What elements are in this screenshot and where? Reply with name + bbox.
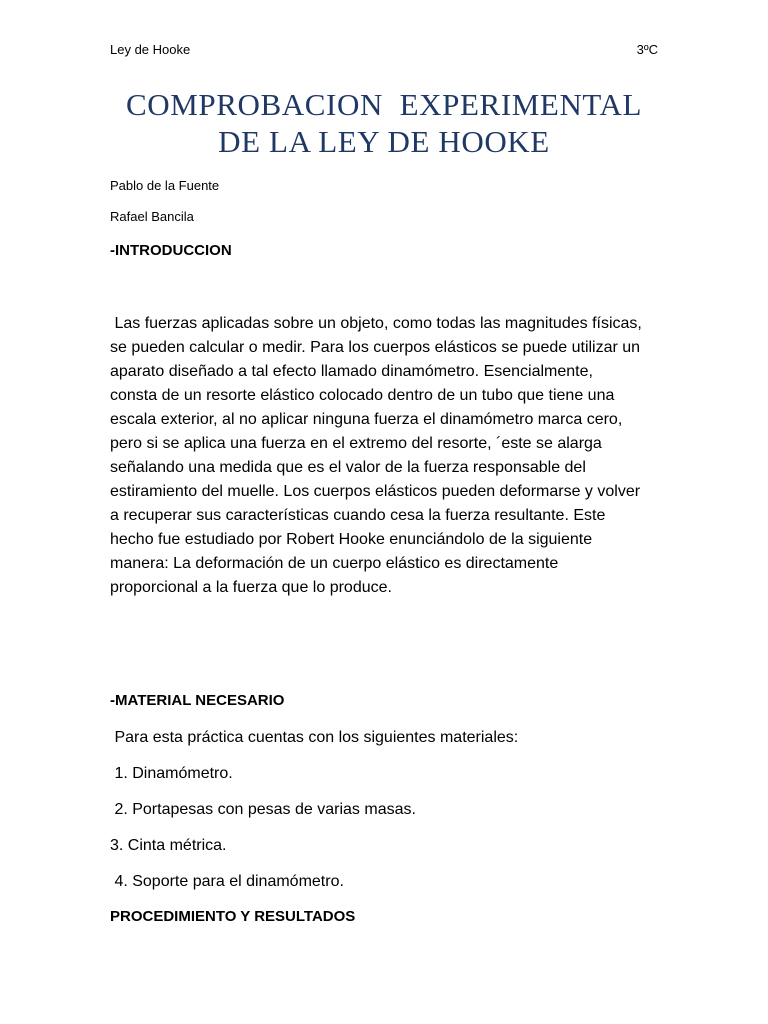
materials-intro: Para esta práctica cuentas con los siguientes materiales: [110,729,519,746]
list-item: 2. Portapesas con pesas de varias masas. [110,801,416,818]
paragraph-line: consta de un resorte elástico colocado dentro de un tubo que tiene una [110,387,615,404]
page-title [0,86,768,160]
paragraph-line: a recuperar sus características cuando cesa la fuerza resultante. Este [110,507,606,524]
paragraph-line: señalando una medida que es el valor de la fuerza responsable del [110,459,586,476]
header-class-group: 3ºC [636,42,658,57]
title-line-1: COMPROBACION EXPERIMENTAL [125,87,643,122]
introduction-paragraph [110,312,662,600]
section-heading-materials: -MATERIAL NECESARIO [110,692,285,709]
list-item: 4. Soporte para el dinamómetro. [110,873,344,890]
section-heading-procedure: PROCEDIMIENTO Y RESULTADOS [110,908,356,925]
author-name: Pablo de la Fuente [110,178,220,193]
author-name: Rafael Bancila [110,209,194,224]
paragraph-line: aparato diseñado a tal efecto llamado dinamómetro. Esencialmente, [110,363,593,380]
list-item: 1. Dinamómetro. [110,765,233,782]
title-line-2: DE LA LEY DE HOOKE [218,124,550,159]
header-document-title: Ley de Hooke [110,42,191,57]
paragraph-line: manera: La deformación de un cuerpo elástico es directamente [110,555,559,572]
paragraph-line: escala exterior, al no aplicar ninguna fuerza el dinamómetro marca cero, [110,411,623,428]
section-heading-introduction: -INTRODUCCION [110,242,232,259]
paragraph-line: hecho fue estudiado por Robert Hooke enunciándolo de la siguiente [110,531,593,548]
paragraph-line: Las fuerzas aplicadas sobre un objeto, como todas las magnitudes físicas, [110,315,642,332]
paragraph-line: proporcional a la fuerza que lo produce. [110,579,392,596]
paragraph-line: se pueden calcular o medir. Para los cuerpos elásticos se puede utilizar un [110,339,641,356]
paragraph-line: pero si se aplica una fuerza en el extremo del resorte, ´este se alarga [110,435,602,452]
list-item: 3. Cinta métrica. [110,837,227,854]
paragraph-line: estiramiento del muelle. Los cuerpos elásticos pueden deformarse y volver [110,483,641,500]
